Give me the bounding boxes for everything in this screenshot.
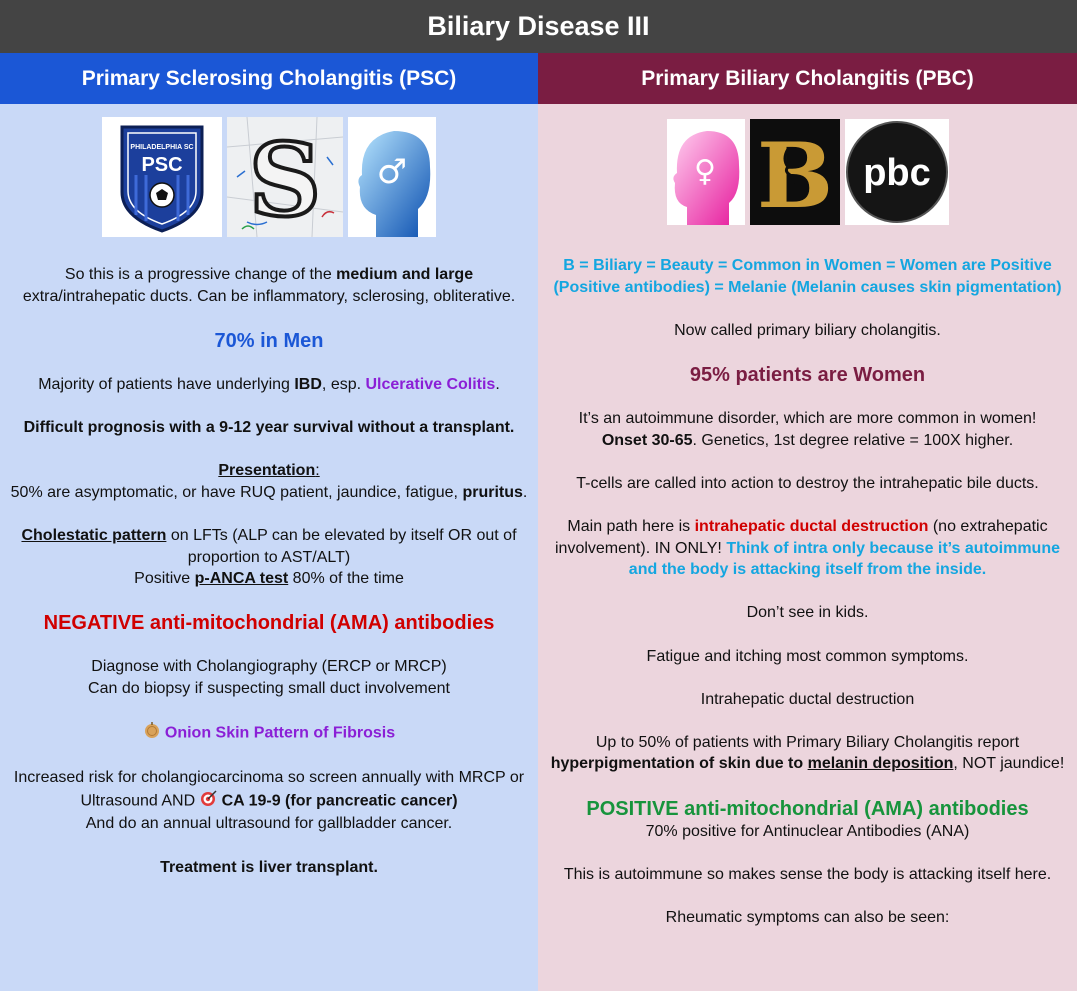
psc-risk	[10, 767, 528, 835]
text: :	[315, 462, 320, 480]
pbc-women-stat: 95% patients are Women	[689, 363, 926, 386]
melanin-deposition-text: melanin deposition	[807, 755, 954, 773]
text: Can do biopsy if suspecting small duct involvement	[88, 679, 450, 697]
pbc-symptoms: Fatigue and itching most common symptoms.	[646, 647, 969, 665]
psc-content	[0, 264, 538, 878]
bold-text: Treatment is liver transplant.	[160, 858, 378, 876]
text: Increased risk for cholangiocarcinoma so screen annually with MRCP or Ultrasound AND	[13, 769, 525, 810]
intrahepatic-destruction-text: intrahepatic ductal destruction	[694, 517, 929, 535]
female-head-silhouette-image	[667, 119, 745, 225]
male-head-silhouette-image	[348, 117, 436, 237]
gold-b-face-logo	[750, 119, 840, 225]
svg-text:♂: ♂	[376, 152, 408, 192]
psc-header: Primary Sclerosing Cholangitis (PSC)	[0, 53, 538, 104]
pbc-rheum: Rheumatic symptoms can also be seen:	[665, 909, 950, 927]
bold-text: pruritus	[462, 483, 523, 501]
text: 50% are asymptomatic, or have RUQ patient, jaundice, fatigue,	[10, 483, 463, 501]
psc-badge-logo	[102, 117, 222, 237]
bold-text: Difficult prognosis with a 9-12 year survival without a transplant.	[23, 418, 515, 436]
pbc-tcells: T-cells are called into action to destroy the intrahepatic bile ducts.	[576, 474, 1039, 492]
psc-column	[0, 53, 538, 991]
pbc-content	[538, 255, 1077, 929]
text: Majority of patients have underlying	[38, 375, 295, 393]
text: Diagnose with Cholangiography (ERCP or MRCP)	[91, 658, 447, 676]
psc-presentation	[10, 460, 528, 503]
text: And do an annual ultrasound for gallbladder cancer.	[85, 815, 453, 833]
text: So this is a progressive change of the	[64, 266, 337, 283]
psc-treatment	[10, 857, 528, 879]
pbc-ductal: Intrahepatic ductal destruction	[700, 690, 915, 708]
svg-text:♀: ♀	[693, 154, 716, 189]
intra-only-text: Think of intra only because it’s autoimmune and the body is attacking itself from the inside.	[628, 539, 1060, 579]
text: , NOT jaundice!	[953, 755, 1065, 773]
presentation-label: Presentation	[218, 462, 316, 480]
onion-icon	[143, 721, 161, 746]
text: , esp.	[321, 375, 366, 393]
text: (no extrahepatic involvement). IN ONLY!	[555, 517, 1048, 557]
pbc-pigment	[548, 732, 1067, 775]
svg-text:PHILADELPHIA SC: PHILADELPHIA SC	[130, 144, 194, 151]
psc-labs	[10, 525, 528, 590]
target-icon	[200, 789, 218, 814]
psc-onion-skin	[10, 721, 528, 746]
text: extra/intrahepatic ducts. Can be inflammatory, sclerosing, obliterative.	[22, 287, 516, 305]
text: .	[495, 375, 500, 393]
onset-text: Onset 30-65	[601, 431, 693, 449]
bold-text: IBD	[294, 375, 322, 393]
bold-text: medium and large	[336, 266, 474, 283]
psc-ama-negative: NEGATIVE anti-mitochondrial (AMA) antibodies	[43, 612, 495, 635]
text: 80% of the time	[288, 570, 404, 588]
psc-intro-paragraph	[10, 264, 528, 307]
text: Positive	[134, 570, 195, 588]
pbc-network-logo	[845, 119, 949, 225]
text: Up to 50% of patients with Primary Biliary Cholangitis report	[595, 733, 1020, 751]
text: . Genetics, 1st degree relative = 100X higher.	[692, 431, 1014, 449]
pbc-header: Primary Biliary Cholangitis (PBC)	[538, 53, 1077, 104]
page-title: Biliary Disease III	[0, 0, 1077, 53]
psc-men-stat: 70% in Men	[214, 329, 324, 352]
pbc-autoimmune	[548, 408, 1067, 451]
pbc-logo-row	[538, 119, 1077, 225]
pbc-kids: Don’t see in kids.	[746, 604, 869, 622]
pbc-now-called: Now called primary biliary cholangitis.	[674, 321, 941, 339]
psc-prognosis	[10, 417, 528, 439]
pbc-attack: This is autoimmune so makes sense the body is attacking itself here.	[563, 865, 1052, 883]
p-anca-label: p-ANCA test	[194, 570, 289, 588]
letter-s-graffiti-image	[227, 117, 343, 237]
pbc-main-path	[548, 516, 1067, 581]
pbc-ana: 70% positive for Antinuclear Antibodies (ANA)	[645, 822, 970, 840]
svg-text:B: B	[756, 123, 833, 225]
svg-text:S: S	[248, 121, 322, 237]
text: Main path here is	[567, 517, 695, 535]
bold-text: CA 19-9 (for pancreatic cancer)	[221, 792, 458, 810]
text: It’s an autoimmune disorder, which are more common in women!	[578, 409, 1037, 427]
ulcerative-colitis-text: Ulcerative Colitis	[365, 375, 496, 393]
cholestatic-pattern-label: Cholestatic pattern	[21, 526, 167, 544]
svg-text:PSC: PSC	[141, 154, 183, 176]
pbc-column	[538, 53, 1077, 991]
pbc-ama-positive: POSITIVE anti-mitochondrial (AMA) antibodies	[586, 797, 1029, 820]
onion-skin-text: Onion Skin Pattern of Fibrosis	[164, 724, 396, 742]
text: on LFTs (ALP can be elevated by itself OR out of proportion to AST/ALT)	[166, 526, 517, 566]
psc-diagnose	[10, 656, 528, 699]
svg-text:pbc: pbc	[862, 152, 931, 194]
bold-text: hyperpigmentation of skin due to	[550, 755, 808, 773]
psc-logo-row	[0, 117, 538, 237]
text: .	[522, 483, 528, 501]
psc-ibd-paragraph	[10, 374, 528, 396]
pbc-mnemonic: B = Biliary = Beauty = Common in Women = Women are Positive (Positive antibodies) = Melanie (Melanin causes skin pigmentation)	[553, 257, 1062, 296]
